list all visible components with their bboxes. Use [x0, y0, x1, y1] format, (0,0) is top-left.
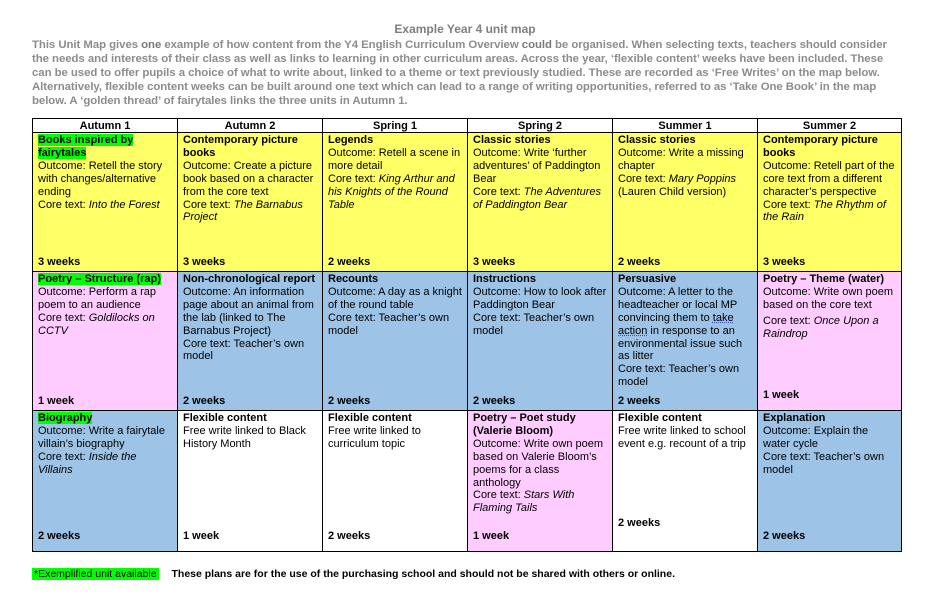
unit-title: Flexible content [618, 412, 702, 424]
unit-outcome: Free write linked to school event e.g. recount of a trip [618, 424, 746, 450]
unit-cell [613, 411, 758, 552]
unit-duration: 1 week [183, 530, 220, 543]
header-autumn-2: Autumn 2 [178, 119, 323, 133]
unit-row-1 [33, 133, 902, 272]
unit-title: Instructions [473, 273, 536, 285]
unit-duration: 1 week [763, 389, 800, 402]
unit-title: Recounts [328, 273, 379, 285]
unit-cell: Biography Outcome: Write a fairytale villain’s biography Core text: Inside the Villains 2 weeks [33, 411, 178, 552]
unit-outcome: Free write linked to Black History Month [183, 424, 306, 450]
unit-outcome: Outcome: Retell the story with changes/alternative ending [38, 159, 163, 198]
unit-cell [758, 411, 902, 552]
unit-outcome: Outcome: How to look after Paddington Bear [473, 285, 607, 311]
unit-outcome: Outcome: Retell a scene in more detail [328, 146, 461, 172]
unit-row-2 [33, 272, 902, 411]
unit-cell: Poetry – Poet study (Valerie Bloom) Outcome: Write own poem based on Valerie Bloom’s poems for a class anthology Core text: Stars With Flaming Tails 1 week [468, 411, 613, 552]
exemplified-key: *Exemplified unit available [34, 568, 157, 580]
unit-title: Classic stories [618, 134, 696, 146]
unit-duration: 2 weeks [183, 395, 226, 408]
unit-duration: 2 weeks [328, 256, 371, 269]
intro-paragraph: This Unit Map gives one example of how content from the Y4 English Curriculum Overview could be organised. When selecting texts, teachers should consider the needs and interests of their class as well as links to learning in other curriculum areas. Across the year, ‘flexible content’ weeks have been included. These can be used to offer pupils a choice of what to write about, linked to a theme or text previously studied. These are recorded as ‘Free Writes’ on the map below. Alternatively, flexible content weeks can be built around one text which can lead to a range of writing opportunities, referred to as ‘Take One Book’ in the map below. A ‘golden thread’ of fairytales links the three units in Autumn 1. [32, 39, 887, 108]
unit-outcome: Outcome: A letter to the headteacher or local MP convincing them to take action in response to an environmental issue such as litter [618, 285, 743, 363]
unit-cell: Classic stories Outcome: Write a missing chapter Core text: Mary Poppins (Lauren Child version) 2 weeks [613, 133, 758, 272]
unit-title: Contemporary picture books [183, 134, 298, 159]
unit-title: Contemporary picture books [763, 134, 878, 159]
core-text: Goldilocks on CCTV [38, 311, 155, 337]
unit-duration: 2 weeks [328, 395, 371, 408]
core-text: Mary Poppins [668, 172, 737, 185]
unit-outcome: Free write linked to curriculum topic [328, 424, 421, 450]
header-spring-1: Spring 1 [323, 119, 468, 133]
header-summer-1: Summer 1 [613, 119, 758, 133]
core-text: Core text: Teacher’s own model [473, 311, 595, 337]
core-text: Into the Forest [88, 198, 160, 211]
unit-duration: 3 weeks [763, 256, 806, 269]
unit-title: Explanation [763, 412, 826, 424]
unit-row-3 [33, 411, 902, 552]
unit-duration: 2 weeks [618, 517, 661, 530]
core-text: Core text: Teacher’s own model [183, 337, 305, 363]
page-title: Example Year 4 unit map [394, 22, 536, 36]
core-text: Inside the Villains [38, 450, 137, 476]
core-text: King Arthur and his Knights of the Round Table [328, 172, 455, 211]
unit-title: Books inspired by fairytales [38, 134, 134, 159]
unit-duration: 2 weeks [763, 530, 806, 543]
core-text-note: (Lauren Child version) [618, 185, 727, 198]
footer-note [32, 568, 675, 580]
core-text: Core text: Teacher’s own model [328, 311, 450, 337]
unit-title: Poetry – Poet study (Valerie Bloom) [473, 412, 576, 437]
core-text: Core text: Teacher’s own model [618, 363, 740, 389]
unit-title: Legends [328, 134, 374, 146]
unit-outcome: Outcome: Write own poem based on the core text [763, 285, 894, 311]
unit-duration: 2 weeks [618, 395, 661, 408]
unit-outcome: Outcome: Retell part of the core text from a different character’s perspective [763, 159, 895, 198]
unit-outcome: Outcome: A day as a knight of the round table [328, 285, 462, 311]
unit-duration: 1 week [38, 395, 75, 408]
unit-title: Poetry – Theme (water) [763, 273, 885, 285]
unit-title: Flexible content [328, 412, 412, 424]
unit-outcome: Outcome: Create a picture book based on a character from the core text [183, 159, 314, 198]
core-text: Once Upon a Raindrop [763, 314, 879, 340]
unit-outcome: Outcome: Write a fairytale villain’s biography [38, 424, 165, 450]
unit-title: Poetry – Structure (rap) [38, 273, 161, 285]
unit-cell [323, 411, 468, 552]
unit-title: Flexible content [183, 412, 267, 424]
header-summer-2: Summer 2 [758, 119, 902, 133]
unit-cell: Contemporary picture books Outcome: Create a picture book based on a character from the core text Core text: The Barnabus Project 3 weeks [178, 133, 323, 272]
unit-cell [468, 272, 613, 411]
unit-duration: 1 week [473, 530, 510, 543]
header-autumn-1: Autumn 1 [33, 119, 178, 133]
unit-cell: Books inspired by fairytales Outcome: Retell the story with changes/alternative ending Core text: Into the Forest 3 weeks [33, 133, 178, 272]
unit-duration: 2 weeks [618, 256, 661, 269]
unit-outcome: Outcome: Write own poem based on Valerie Bloom’s poems for a class anthology [473, 437, 604, 489]
core-text: Stars With Flaming Tails [473, 489, 575, 515]
unit-outcome: Outcome: An information page about an animal from the lab (linked to The Barnabus Project) [183, 285, 314, 337]
unit-outcome: Outcome: Write ‘further adventures’ of Paddington Bear [473, 146, 601, 185]
core-text: The Barnabus Project [183, 198, 303, 224]
unit-cell [323, 272, 468, 411]
unit-outcome: Outcome: Write a missing chapter [618, 146, 744, 172]
unit-duration: 2 weeks [473, 395, 516, 408]
unit-duration: 3 weeks [473, 256, 516, 269]
unit-title: Non-chronological report [183, 273, 315, 285]
unit-duration: 2 weeks [38, 530, 81, 543]
unit-cell: Classic stories Outcome: Write ‘further adventures’ of Paddington Bear Core text: The Adventures of Paddington Bear 3 weeks [468, 133, 613, 272]
unit-duration: 3 weeks [38, 256, 81, 269]
unit-cell: Poetry – Structure (rap) Outcome: Perform a rap poem to an audience Core text: Goldilocks on CCTV 1 week [33, 272, 178, 411]
unit-duration: 3 weeks [183, 256, 226, 269]
unit-outcome: Outcome: Explain the water cycle [763, 424, 869, 450]
usage-notice: These plans are for the use of the purchasing school and should not be shared with others or online. [171, 568, 675, 580]
unit-cell: Poetry – Theme (water) Outcome: Write own poem based on the core text Core text: Once Upon a Raindrop 1 week [758, 272, 902, 411]
core-text: The Rhythm of the Rain [763, 198, 886, 224]
unit-cell [613, 272, 758, 411]
header-spring-2: Spring 2 [468, 119, 613, 133]
unit-map-table [32, 118, 902, 552]
unit-cell [178, 272, 323, 411]
unit-outcome: Outcome: Perform a rap poem to an audience [38, 285, 156, 311]
unit-cell: Legends Outcome: Retell a scene in more detail Core text: King Arthur and his Knights of the Round Table 2 weeks [323, 133, 468, 272]
unit-title: Persuasive [618, 273, 677, 285]
unit-cell: Contemporary picture books Outcome: Retell part of the core text from a different character’s perspective Core text: The Rhythm of the Rain 3 weeks [758, 133, 902, 272]
core-text: The Adventures of Paddington Bear [473, 185, 601, 211]
core-text: Core text: Teacher’s own model [763, 450, 885, 476]
unit-title: Classic stories [473, 134, 551, 146]
unit-title: Biography [38, 412, 93, 424]
unit-duration: 2 weeks [328, 530, 371, 543]
header-row [33, 119, 902, 133]
unit-cell [178, 411, 323, 552]
